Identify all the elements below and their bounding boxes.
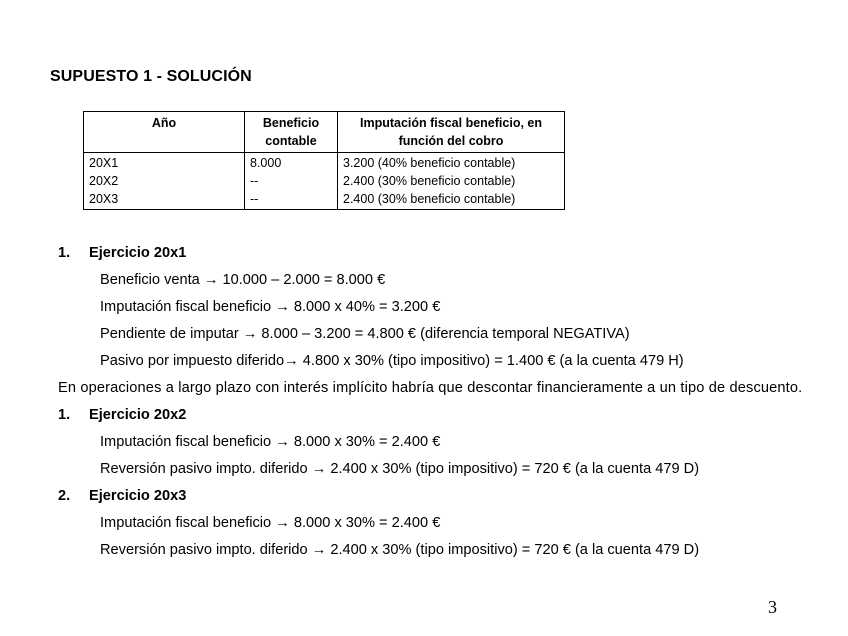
calc-line: Pasivo por impuesto diferido→ 4.800 x 30% (tipo impositivo) = 1.400 € (a la cuenta 479 H) [100, 353, 684, 369]
section-title: Ejercicio 20x1 [89, 245, 187, 261]
table-header-row [84, 112, 565, 153]
table-cell: -- [250, 174, 259, 188]
table-cell: 2.400 (30% beneficio contable) [343, 192, 516, 206]
calc-line: Reversión pasivo impto. diferido → 2.400 x 30% (tipo impositivo) = 720 € (a la cuenta 479 D) [100, 461, 700, 477]
calc-line: Beneficio venta → 10.000 – 2.000 = 8.000 € [100, 272, 386, 288]
section-heading-20x3 [58, 483, 838, 510]
note-paragraph: En operaciones a largo plazo con interés implícito habría que descontar financieramente a un tipo de descuento. [58, 380, 803, 396]
calc-line: Imputación fiscal beneficio → 8.000 x 40% = 3.200 € [100, 299, 441, 315]
section-number: 1. [58, 245, 71, 261]
header-year-line: Año [151, 116, 177, 130]
table-body-row [84, 153, 565, 210]
header-accounting-profit [245, 112, 338, 153]
section-title: Ejercicio 20x2 [89, 407, 187, 423]
calc-line: Imputación fiscal beneficio → 8.000 x 30% = 2.400 € [100, 434, 441, 450]
calc-line: Imputación fiscal beneficio → 8.000 x 30% = 2.400 € [100, 515, 441, 531]
table-cell: 8.000 [250, 156, 282, 170]
header-tax-imputation [338, 112, 565, 153]
section-number: 1. [58, 407, 71, 423]
header-line: Imputación fiscal beneficio, en [360, 116, 542, 130]
header-line: contable [265, 134, 317, 148]
table-cell: -- [250, 192, 259, 206]
table-cell: 20X2 [89, 174, 119, 188]
page-title: SUPUESTO 1 - SOLUCIÓN [50, 68, 252, 85]
profit-cell [245, 153, 338, 210]
section-title: Ejercicio 20x3 [89, 488, 187, 504]
section-number: 2. [58, 488, 71, 504]
table-cell: 3.200 (40% beneficio contable) [343, 156, 516, 170]
header-line: función del cobro [398, 134, 504, 148]
table-cell: 20X1 [89, 156, 119, 170]
solution-body [58, 240, 838, 564]
page-number: 3 [768, 597, 777, 617]
table-cell: 20X3 [89, 192, 119, 206]
summary-table [83, 111, 565, 210]
section-heading-20x1 [58, 240, 838, 267]
year-cell [84, 153, 245, 210]
section-heading-20x2 [58, 402, 838, 429]
header-year [84, 112, 245, 153]
calc-line: Pendiente de imputar → 8.000 – 3.200 = 4.800 € (diferencia temporal NEGATIVA) [100, 326, 630, 342]
calc-line: Reversión pasivo impto. diferido → 2.400 x 30% (tipo impositivo) = 720 € (a la cuenta 479 D) [100, 542, 700, 558]
header-line: Beneficio [262, 116, 320, 130]
imputation-cell [338, 153, 565, 210]
table-cell: 2.400 (30% beneficio contable) [343, 174, 516, 188]
